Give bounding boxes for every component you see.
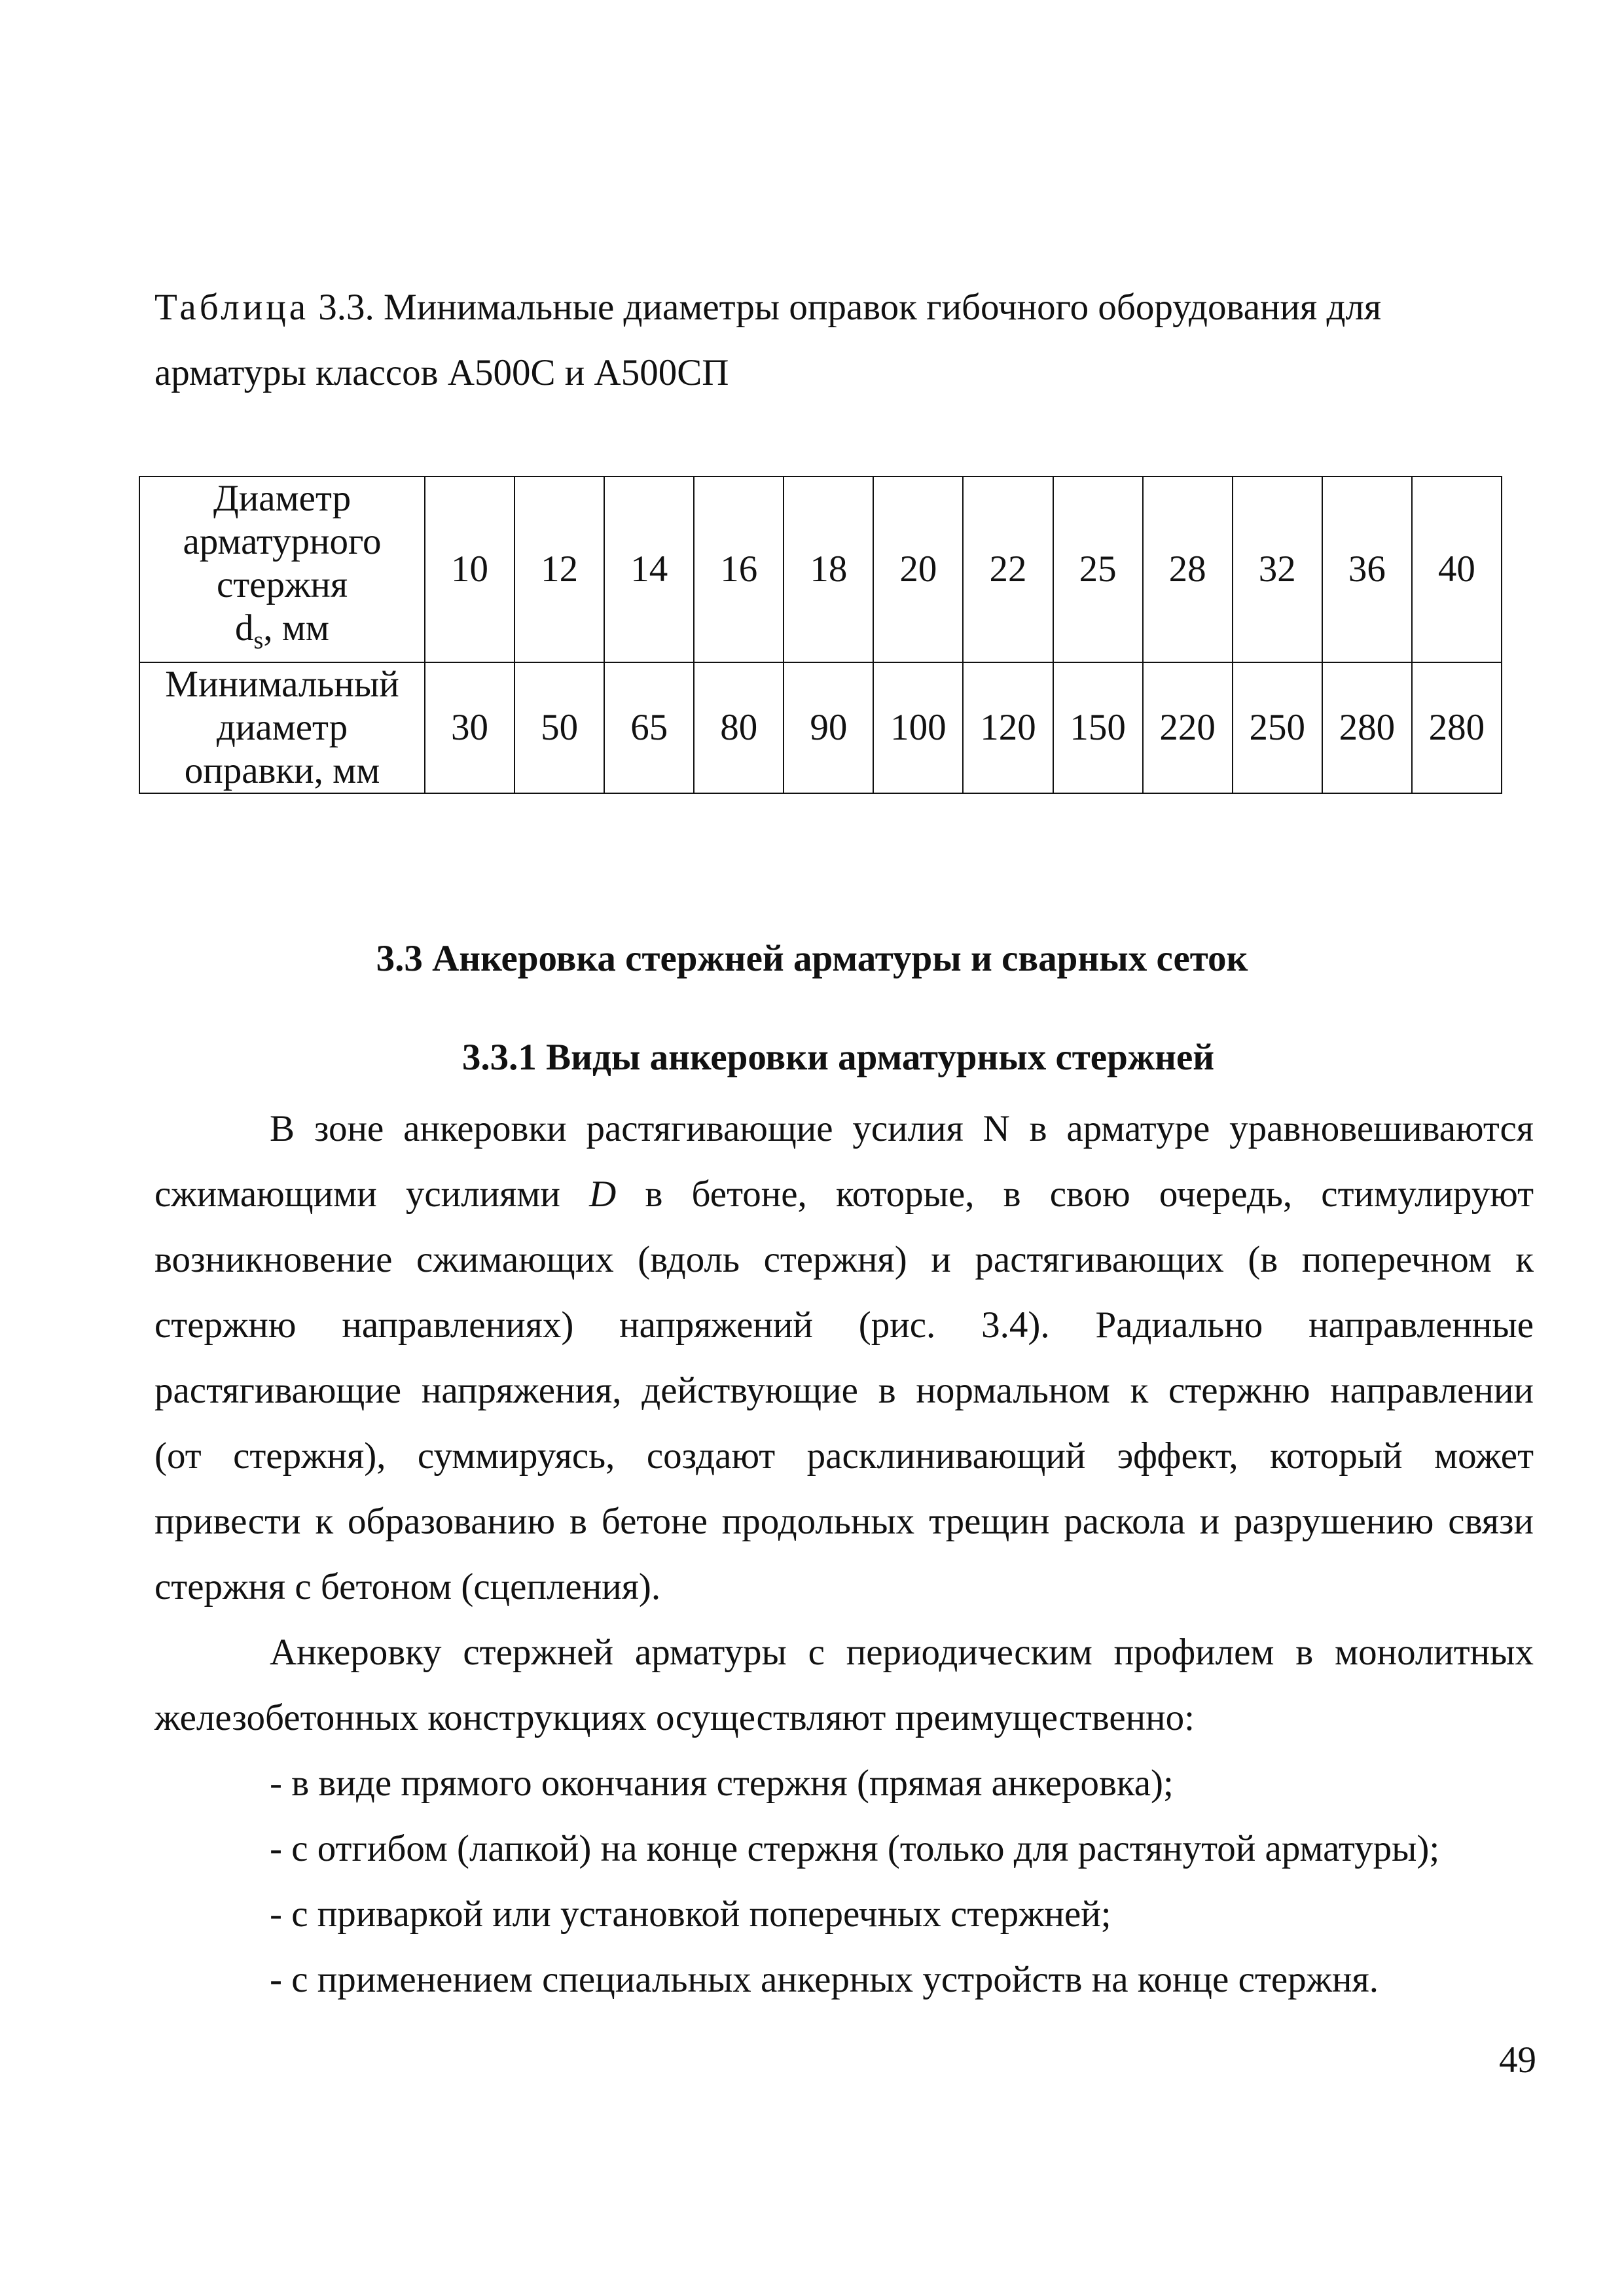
label-line: стержня bbox=[216, 564, 348, 605]
table-cell: 16 bbox=[694, 476, 784, 662]
table-cell: 220 bbox=[1143, 662, 1233, 793]
paragraph-line: растягивающие напряжения, действующие в нормальном к стержню направлении bbox=[154, 1370, 1534, 1411]
table-cell: 30 bbox=[425, 662, 514, 793]
table-cell: 280 bbox=[1412, 662, 1502, 793]
table-cell: 10 bbox=[425, 476, 514, 662]
table-caption-rest: 3.3. Минимальные диаметры оправок гибочного оборудования для bbox=[309, 287, 1382, 328]
paragraph-line: стержня с бетоном (сцепления). bbox=[154, 1566, 661, 1607]
list-item: - с приваркой или установкой поперечных стержней; bbox=[270, 1893, 1111, 1935]
unit-symbol: d bbox=[235, 607, 254, 649]
table-cell: 50 bbox=[514, 662, 604, 793]
table-cell: 100 bbox=[873, 662, 963, 793]
paragraph-anchorage-methods bbox=[154, 1620, 1534, 1751]
table-row-mandrel-diameter bbox=[139, 662, 1502, 793]
table-cell: 150 bbox=[1053, 662, 1143, 793]
table-cell: 28 bbox=[1143, 476, 1233, 662]
paragraph-line: Анкеровку стержней арматуры с периодическим профилем в монолитных bbox=[270, 1632, 1534, 1673]
row-label-mandrel-diameter bbox=[139, 662, 425, 793]
table-caption-line-2: арматуры классов А500С и А500СП bbox=[154, 352, 729, 393]
section-heading: 3.3 Анкеровка стержней арматуры и сварных сеток bbox=[376, 938, 1248, 979]
list-item: - с отгибом (лапкой) на конце стержня (только для растянутой арматуры); bbox=[270, 1828, 1440, 1869]
table-row-bar-diameter bbox=[139, 476, 1502, 662]
list-item: - с применением специальных анкерных устройств на конце стержня. bbox=[270, 1959, 1379, 2000]
table-caption-prefix: Таблица bbox=[154, 287, 310, 328]
unit-text: , мм bbox=[263, 607, 329, 649]
row-label-bar-diameter bbox=[139, 476, 425, 662]
table-cell: 12 bbox=[514, 476, 604, 662]
table-cell: 250 bbox=[1233, 662, 1322, 793]
italic-symbol: D bbox=[589, 1174, 617, 1215]
label-line: Диаметр bbox=[213, 478, 352, 519]
page-number: 49 bbox=[1499, 2039, 1536, 2081]
label-unit bbox=[140, 607, 424, 662]
table-cell: 65 bbox=[604, 662, 694, 793]
table-cell: 20 bbox=[873, 476, 963, 662]
table-cell: 14 bbox=[604, 476, 694, 662]
table-caption bbox=[154, 275, 1490, 406]
list-item: - в виде прямого окончания стержня (прямая анкеровка); bbox=[270, 1763, 1174, 1804]
table-cell: 90 bbox=[784, 662, 873, 793]
subsection-heading: 3.3.1 Виды анкеровки арматурных стержней bbox=[461, 1037, 1215, 1078]
paragraph-line: (от стержня), суммируясь, создают расклинивающий эффект, который может bbox=[154, 1435, 1534, 1477]
unit-subscript: s bbox=[253, 626, 264, 655]
table-cell: 80 bbox=[694, 662, 784, 793]
table-cell: 120 bbox=[963, 662, 1053, 793]
table-cell: 40 bbox=[1412, 476, 1502, 662]
paragraph-line: возникновение сжимающих (вдоль стержня) и растягивающих (в поперечном к bbox=[154, 1239, 1534, 1280]
label-line: Минимальный bbox=[165, 664, 399, 706]
text-run: сжимающими усилиями bbox=[154, 1174, 590, 1215]
label-line: оправки, мм bbox=[184, 750, 380, 792]
paragraph-line: стержню направлениях) напряжений (рис. 3.4). Радиально направленные bbox=[154, 1304, 1534, 1346]
table-cell: 32 bbox=[1233, 476, 1322, 662]
label-line: диаметр bbox=[216, 707, 348, 749]
table-cell: 36 bbox=[1322, 476, 1412, 662]
label-line: арматурного bbox=[183, 521, 382, 562]
table-cell: 18 bbox=[784, 476, 873, 662]
table-caption-line-1 bbox=[154, 275, 1490, 340]
text-run: в бетоне, которые, в свою очередь, стимулируют bbox=[616, 1174, 1534, 1215]
table-cell: 280 bbox=[1322, 662, 1412, 793]
paragraph-line: В зоне анкеровки растягивающие усилия N в арматуре уравновешиваются bbox=[270, 1108, 1534, 1149]
table-cell: 25 bbox=[1053, 476, 1143, 662]
paragraph-anchorage-zone bbox=[154, 1096, 1534, 1620]
paragraph-line: привести к образованию в бетоне продольных трещин раскола и разрушению связи bbox=[154, 1501, 1534, 1542]
table-cell: 22 bbox=[963, 476, 1053, 662]
paragraph-line bbox=[154, 1162, 1534, 1227]
mandrel-diameter-table bbox=[139, 476, 1502, 794]
paragraph-line: железобетонных конструкциях осуществляют преимущественно: bbox=[154, 1697, 1195, 1738]
